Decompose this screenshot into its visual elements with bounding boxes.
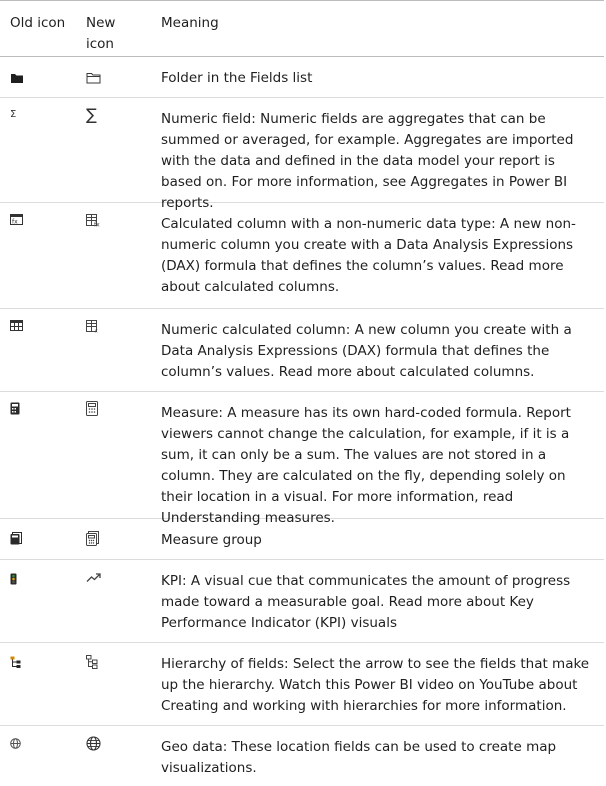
meaning-hierarchy: Hierarchy of fields: Select the arrow to see the fields that make up the hierarchy. Watch this Power BI video on YouTube about Creating and working with hierarchies for more information. <box>161 656 590 714</box>
meaning-measure: Measure: A measure has its own hard-coded formula. Report viewers cannot change the calculation, for example, if it is a sum, it can only be a sum. The values are not stored in a column. They are calculated on the fly, depending solely on their location in a visual. For more information, read Understanding measures. <box>161 405 571 526</box>
measure-group-icon <box>10 532 22 545</box>
calculated-column-icon <box>86 214 100 227</box>
meaning-measure-group: Measure group <box>161 532 262 548</box>
table-row <box>0 560 604 643</box>
table-row <box>0 519 604 560</box>
calculator-icon <box>86 401 98 416</box>
table-row <box>0 57 604 98</box>
header-meaning: Meaning <box>161 15 219 31</box>
sigma-icon: Σ <box>10 109 17 120</box>
svg-text:fx: fx <box>12 218 18 225</box>
calculator-icon <box>10 402 20 415</box>
table-row <box>0 643 604 726</box>
svg-text:x: x <box>94 328 98 333</box>
measure-group-icon <box>86 531 99 546</box>
header-old-icon: Old icon <box>10 15 66 31</box>
table-row <box>0 726 604 786</box>
table-header-row <box>0 1 604 57</box>
folder-outline-icon <box>86 72 101 84</box>
globe-icon <box>86 736 101 751</box>
meaning-numeric-field: Numeric field: Numeric fields are aggregates that can be summed or averaged, for example. Aggregates are imported with the data and defined in the data model your report is based on. For more information, see Aggregates in Power BI reports. <box>161 111 574 211</box>
hierarchy-icon <box>10 656 22 669</box>
meaning-folder: Folder in the Fields list <box>161 70 313 86</box>
numeric-calculated-column-icon <box>10 320 23 331</box>
globe-icon <box>10 738 21 749</box>
sigma-icon: ∑ <box>86 105 97 124</box>
table-row <box>0 392 604 526</box>
traffic-light-icon <box>10 573 17 585</box>
table-row <box>0 203 604 309</box>
table-row <box>0 98 604 211</box>
meaning-geo-data: Geo data: These location fields can be used to create map visualizations. <box>161 739 557 776</box>
meaning-calculated-column: Calculated column with a non-numeric data type: A new non-numeric column you create with a Data Analysis Expressions (DAX) formula that defines the column’s values. Read more about calculated columns. <box>161 216 576 295</box>
header-new-icon: New icon <box>86 15 116 52</box>
numeric-calculated-column-icon <box>86 320 100 333</box>
folder-filled-icon <box>10 72 24 84</box>
meaning-kpi: KPI: A visual cue that communicates the amount of progress made toward a measurable goal. Read more about Key Performance Indicator (KPI) visuals <box>161 573 571 631</box>
calculated-column-icon <box>10 214 23 225</box>
svg-text:fx: fx <box>94 221 100 227</box>
meaning-numeric-calculated-column: Numeric calculated column: A new column you create with a Data Analysis Expressions (DAX) formula that defines the column’s values. Read more about calculated columns. <box>161 322 572 380</box>
trend-arrow-icon <box>86 572 102 583</box>
hierarchy-icon <box>86 655 98 669</box>
table-row <box>0 309 604 392</box>
